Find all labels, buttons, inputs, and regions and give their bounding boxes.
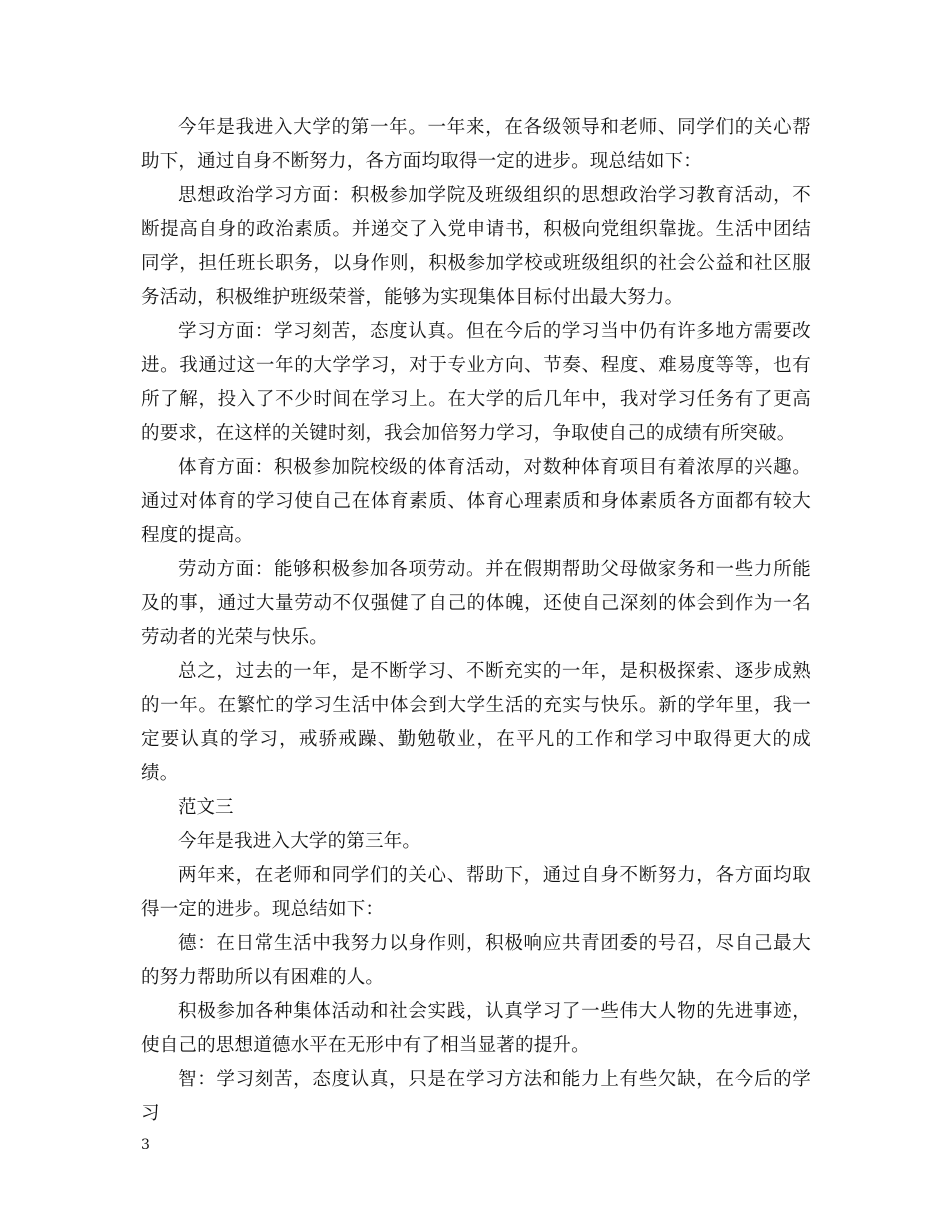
paragraph-political-study: 思想政治学习方面：积极参加学院及班级组织的思想政治学习教育活动，不断提高自身的政治素质。并递交了入党申请书，积极向党组织靠拢。生活中团结同学，担任班长职务，以身作则，积极参加学校或班级组织的社会公益和社区服务活动，积极维护班级荣誉，能够为实现集体目标付出最大努力。 xyxy=(141,185,811,308)
document-body xyxy=(141,111,811,1131)
paragraph-study: 学习方面：学习刻苦，态度认真。但在今后的学习当中仍有许多地方需要改进。我通过这一年的大学学习，对于专业方向、节奏、程度、难易度等等，也有所了解，投入了不少时间在学习上。在大学的后几年中，我对学习任务有了更高的要求，在这样的关键时刻，我会加倍努力学习，争取使自己的成绩有所突破。 xyxy=(141,321,811,444)
paragraph-third-year: 今年是我进入大学的第三年。 xyxy=(178,831,422,852)
page-number: 3 xyxy=(141,1137,150,1153)
paragraph-virtue: 德：在日常生活中我努力以身作则，积极响应共青团委的号召，尽自己最大的努力帮助所以有困难的人。 xyxy=(141,933,811,988)
paragraph-conclusion: 总之，过去的一年，是不断学习、不断充实的一年，是积极探索、逐步成熟的一年。在繁忙的学习生活中体会到大学生活的充实与快乐。新的学年里，我一定要认真的学习，戒骄戒躁、勤勉敬业，在平凡的工作和学习中取得更大的成绩。 xyxy=(141,661,811,784)
paragraph-labor: 劳动方面：能够积极参加各项劳动。并在假期帮助父母做家务和一些力所能及的事，通过大量劳动不仅强健了自己的体魄，还使自己深刻的体会到作为一名劳动者的光荣与快乐。 xyxy=(141,559,811,648)
paragraph-intro: 今年是我进入大学的第一年。一年来，在各级领导和老师、同学们的关心帮助下，通过自身不断努力，各方面均取得一定的进步。现总结如下： xyxy=(141,117,811,172)
paragraph-two-years: 两年来，在老师和同学们的关心、帮助下，通过自身不断努力，各方面均取得一定的进步。现总结如下： xyxy=(141,865,811,920)
paragraph-sports: 体育方面：积极参加院校级的体育活动，对数种体育项目有着浓厚的兴趣。通过对体育的学习使自己在体育素质、体育心理素质和身体素质各方面都有较大程度的提高。 xyxy=(141,457,811,546)
paragraph-activities: 积极参加各种集体活动和社会实践，认真学习了一些伟大人物的先进事迹，使自己的思想道德水平在无形中有了相当显著的提升。 xyxy=(141,1001,811,1056)
section-heading: 范文三 xyxy=(178,797,234,818)
paragraph-intellect: 智：学习刻苦，态度认真，只是在学习方法和能力上有些欠缺，在今后的学习 xyxy=(141,1069,811,1124)
